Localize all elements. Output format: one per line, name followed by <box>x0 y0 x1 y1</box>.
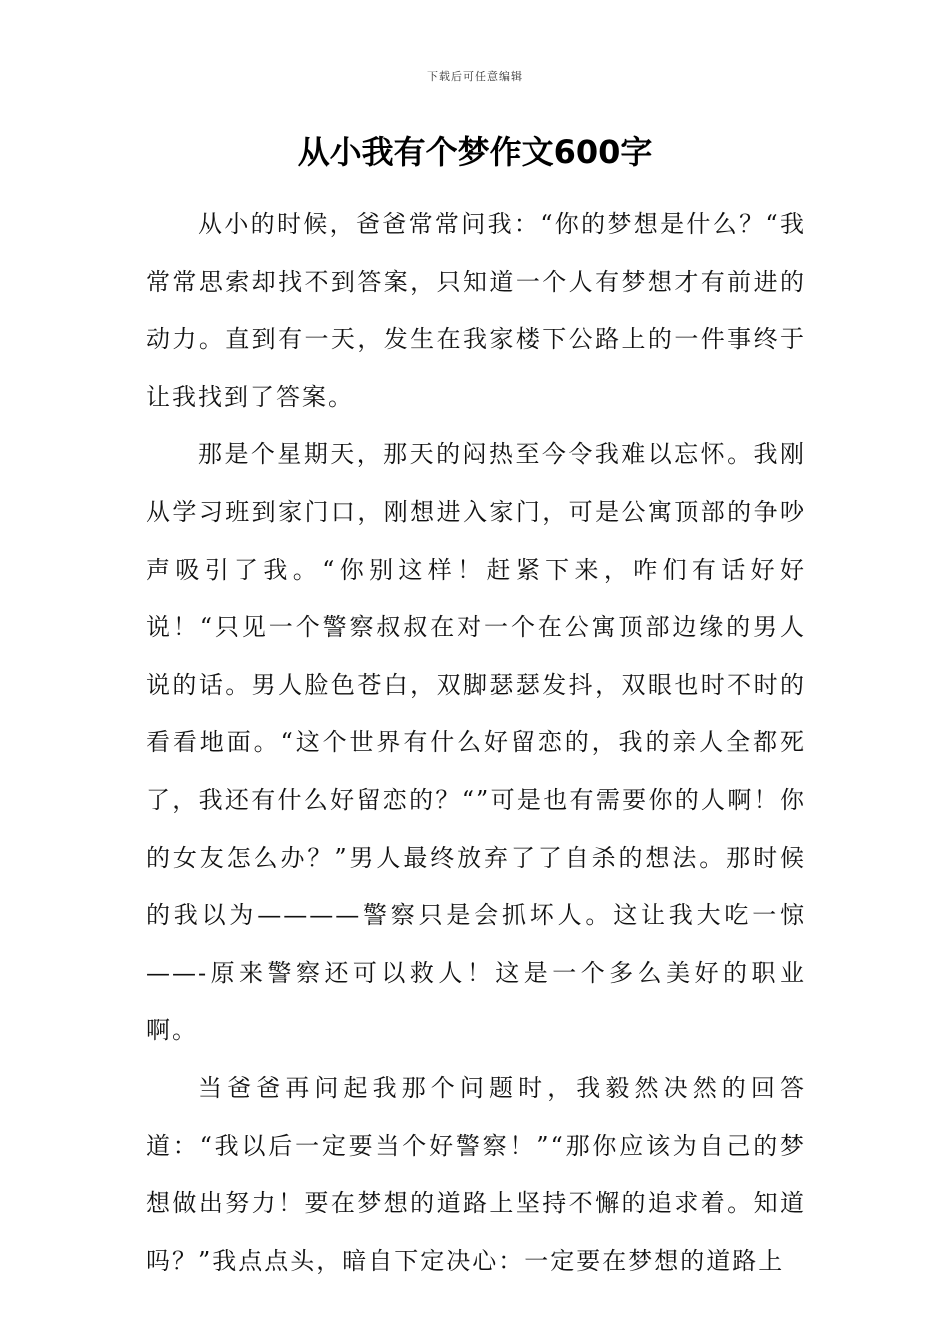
document-body <box>146 196 806 1290</box>
paragraph-1: 从小的时候，爸爸常常问我：“你的梦想是什么？“我常常思索却找不到答案，只知道一个人有梦想才有前进的动力。直到有一天，发生在我家楼下公路上的一件事终于让我找到了答案。 <box>146 210 806 411</box>
header-note: 下载后可任意编辑 <box>427 70 523 83</box>
document-title: 从小我有个梦作文600字 <box>297 133 653 171</box>
paragraph-3: 当爸爸再问起我那个问题时，我毅然决然的回答道：“我以后一定要当个好警察！”“那你应该为自己的梦想做出努力！要在梦想的道路上坚持不懈的追求着。知道吗？”我点点头，暗自下定决心：一定要在梦想的道路上 <box>146 1073 806 1275</box>
paragraph-2: 那是个星期天，那天的闷热至今令我难以忘怀。我刚从学习班到家门口，刚想进入家门，可是公寓顶部的争吵声吸引了我。“你别这样！赶紧下来，咋们有话好好说！“只见一个警察叔叔在对一个在公寓顶部边缘的男人说的话。男人脸色苍白，双脚瑟瑟发抖，双眼也时不时的看看地面。“这个世界有什么好留恋的，我的亲人全都死了，我还有什么好留恋的？“”可是也有需要你的人啊！你的女友怎么办？”男人最终放弃了了自杀的想法。那时候的我以为————警察只是会抓坏人。这让我大吃一惊——-原来警察还可以救人！这是一个多么美好的职业啊。 <box>146 440 806 1045</box>
